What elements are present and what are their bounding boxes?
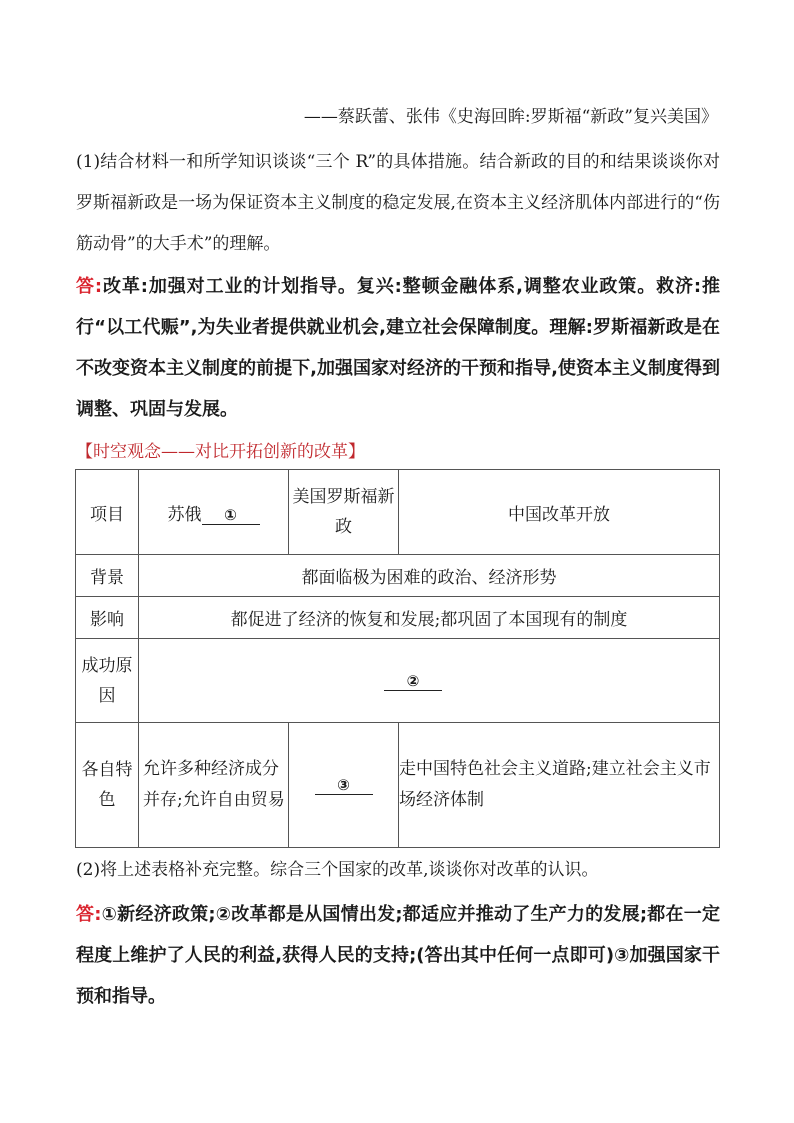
- row-label-features: 各自特色: [76, 723, 139, 848]
- header-china: 中国改革开放: [399, 470, 720, 555]
- table-row-success: [76, 639, 720, 723]
- features-usa: [289, 723, 399, 848]
- comparison-table: [75, 469, 720, 848]
- blank-3: ③: [315, 776, 373, 795]
- answer-1-text: 改革:加强对工业的计划指导。复兴:整顿金融体系,调整农业政策。救济:推行“以工代赈”,为失业者提供就业机会,建立社会保障制度。理解:罗斯福新政是在不改变资本主义制度的前提下,加强国家对经济的干预和指导,使资本主义制度得到调整、巩固与发展。: [76, 276, 720, 420]
- question-1: (1)结合材料一和所学知识谈谈“三个 R”的具体措施。结合新政的目的和结果谈谈你对罗斯福新政是一场为保证资本主义制度的稳定发展,在资本主义经济肌体内部进行的“伤筋动骨”的大手术”的理解。: [76, 152, 720, 254]
- background-value: 都面临极为困难的政治、经济形势: [139, 555, 720, 597]
- table-row-background: [76, 555, 720, 597]
- influence-value: 都促进了经济的恢复和发展;都巩固了本国现有的制度: [139, 597, 720, 639]
- table-row-influence: [76, 597, 720, 639]
- table-row-header: [76, 470, 720, 555]
- features-soviet: 允许多种经济成分并存;允许自由贸易: [139, 723, 289, 848]
- source-citation: ——蔡跃蕾、张伟《史海回眸:罗斯福“新政”复兴美国》: [303, 107, 718, 127]
- blank-2: ②: [384, 672, 442, 691]
- question-2: (2)将上述表格补充完整。综合三个国家的改革,谈谈你对改革的认识。: [76, 860, 599, 880]
- answer-1: [76, 266, 720, 430]
- header-item: 项目: [76, 470, 139, 555]
- row-label-background: 背景: [76, 555, 139, 597]
- features-china: 走中国特色社会主义道路;建立社会主义市场经济体制: [399, 723, 720, 848]
- section-title: 【时空观念——对比开拓创新的改革】: [76, 442, 365, 462]
- answer-label: 答:: [76, 276, 103, 297]
- header-usa: 美国罗斯福新政: [289, 470, 399, 555]
- header-soviet: [139, 470, 289, 555]
- row-label-success: 成功原因: [76, 639, 139, 723]
- answer-2-text: ①新经济政策;②改革都是从国情出发;都适应并推动了生产力的发展;都在一定程度上维护了人民的利益,获得人民的支持;(答出其中任何一点即可)③加强国家干预和指导。: [76, 904, 720, 1007]
- answer-label: 答:: [76, 904, 102, 925]
- header-soviet-label: 苏俄: [167, 504, 202, 525]
- blank-1: ①: [202, 506, 260, 525]
- success-value: [139, 639, 720, 723]
- row-label-influence: 影响: [76, 597, 139, 639]
- answer-2: [76, 894, 720, 1017]
- table-row-features: [76, 723, 720, 848]
